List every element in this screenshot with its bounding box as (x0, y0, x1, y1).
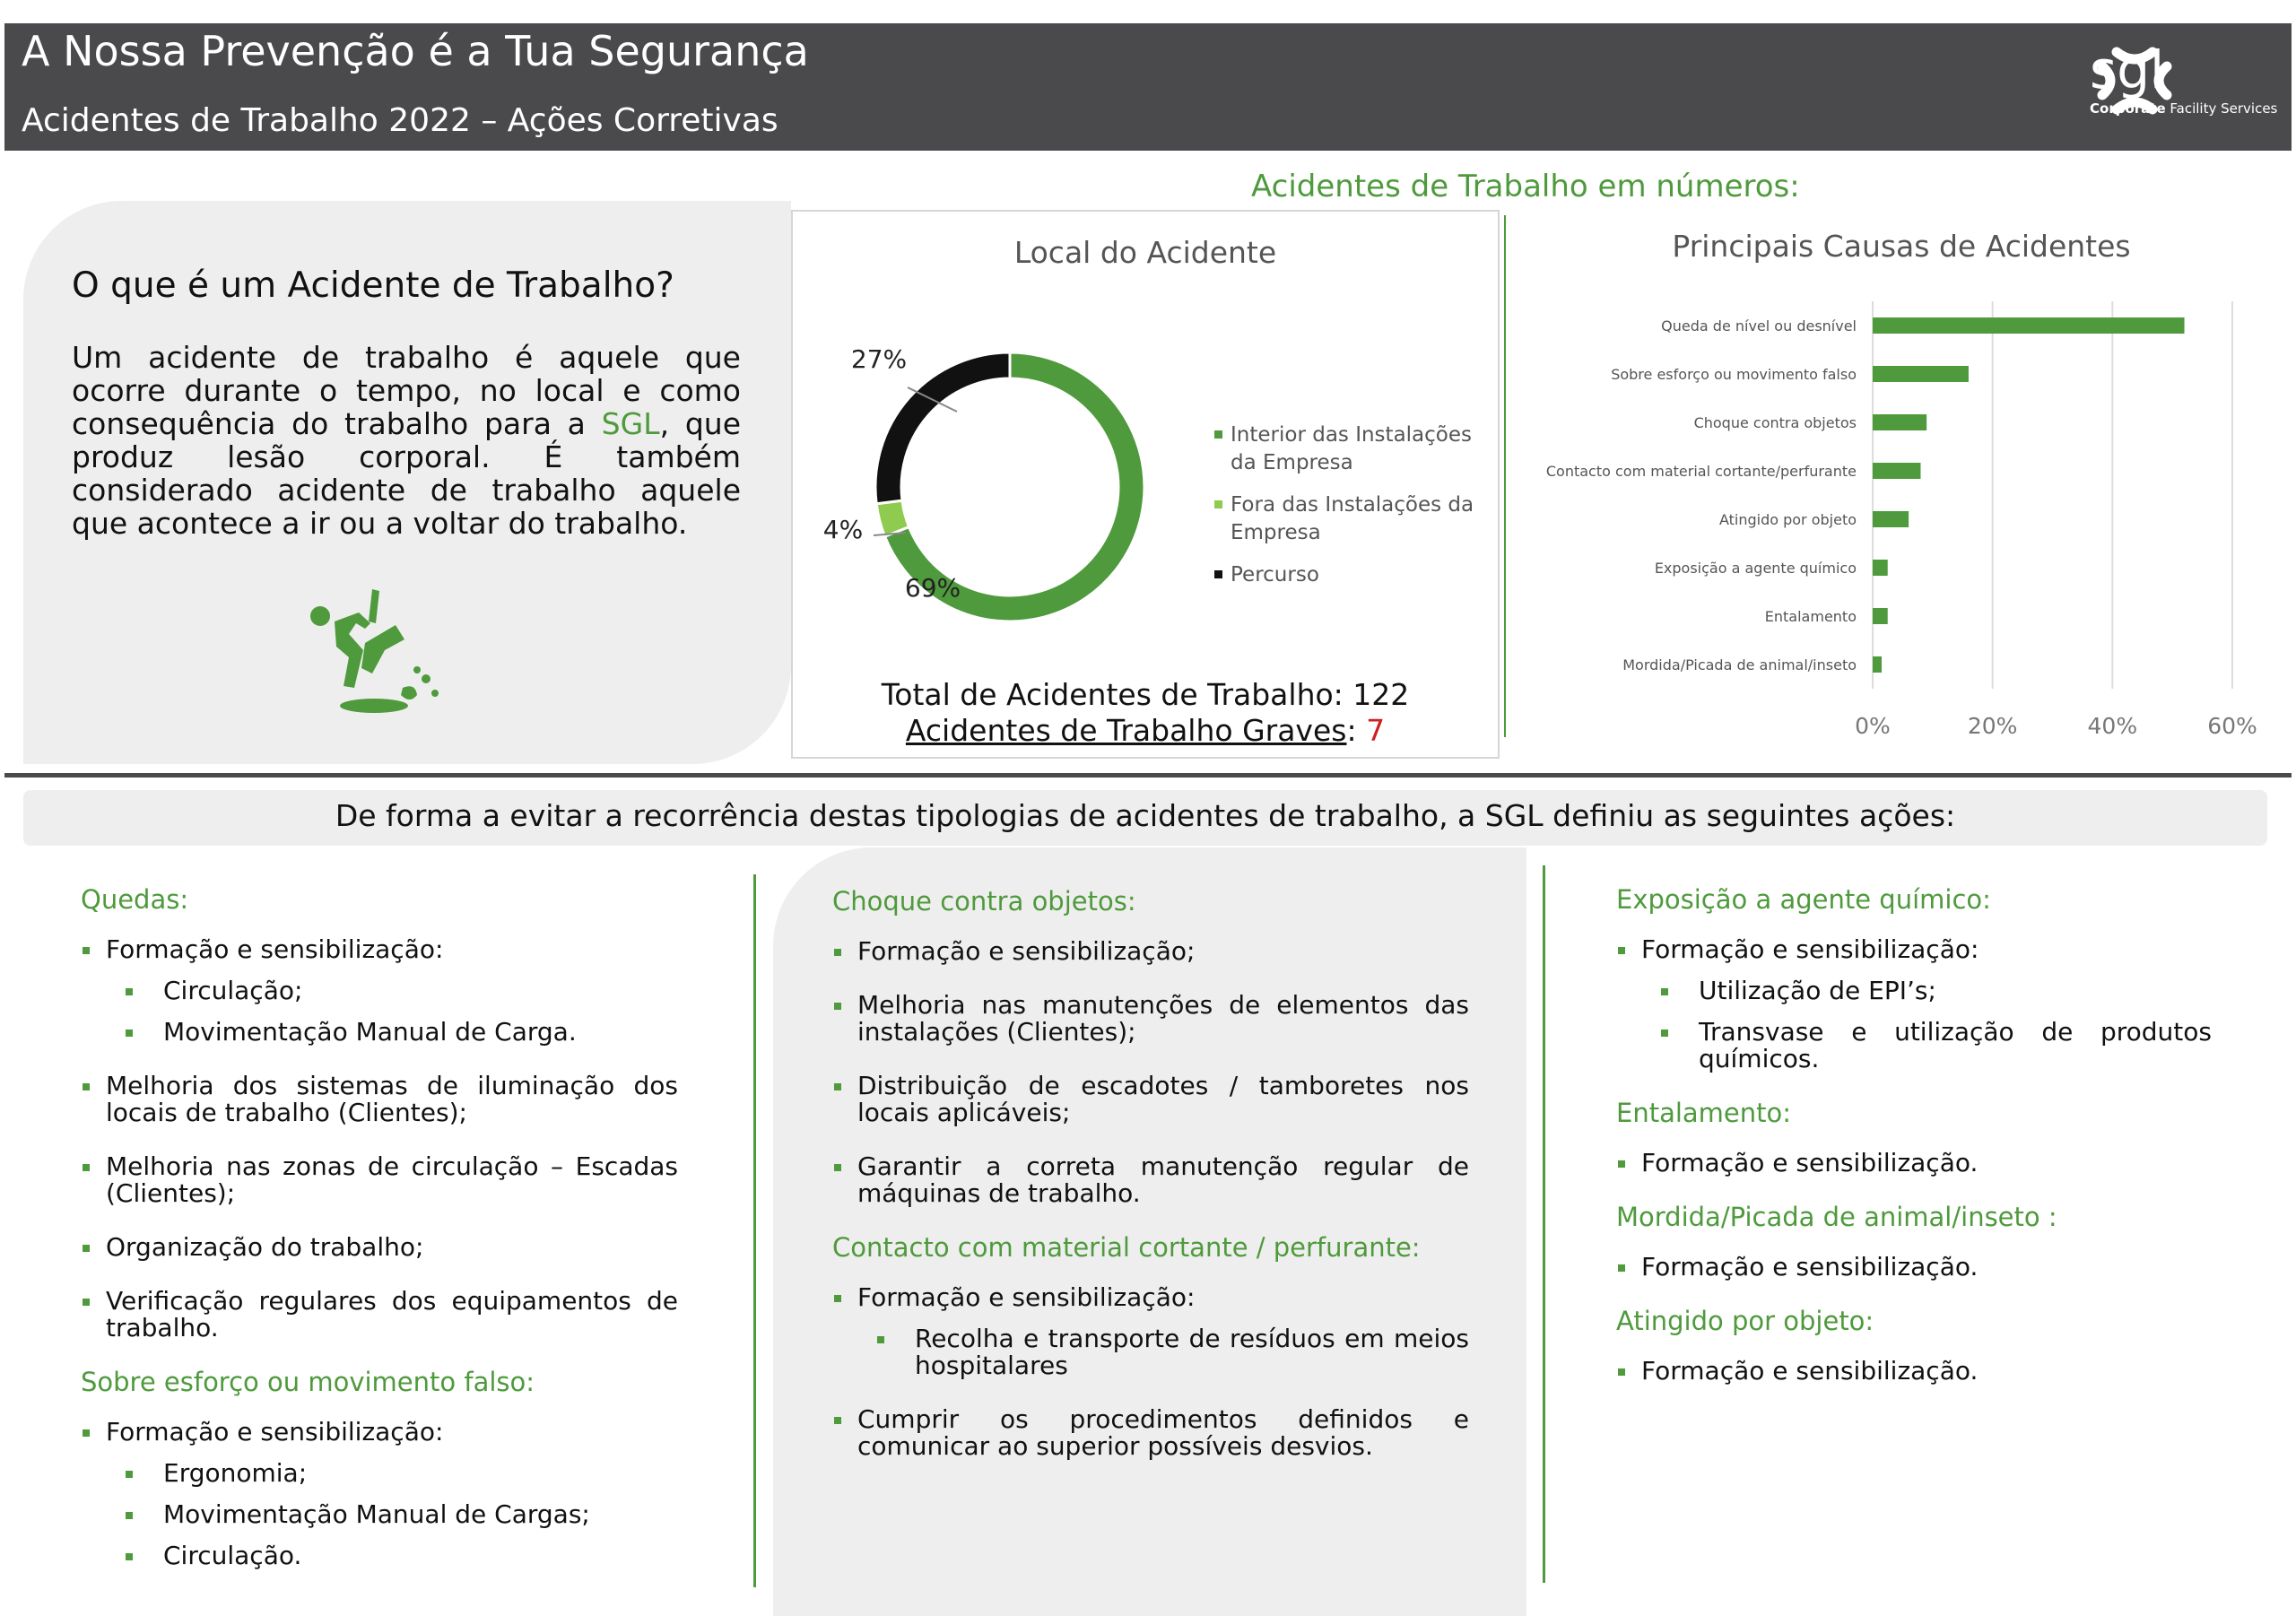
list-item: Verificação regulares dos equipamentos de trabalho. (81, 1288, 678, 1342)
legend-label: Percurso (1231, 563, 1319, 586)
y-category-label: Queda de nível ou desnível (1661, 317, 1857, 334)
bar (1873, 414, 1926, 430)
y-category-label: Mordida/Picada de animal/inseto (1622, 656, 1857, 673)
bar (1873, 608, 1888, 624)
y-category-label: Sobre esforço ou movimento falso (1611, 366, 1857, 383)
heading-mordida: Mordida/Picada de animal/inseto : (1616, 1202, 2057, 1232)
list-item: Formação e sensibilização: (832, 1284, 1469, 1311)
section-divider (4, 773, 2292, 778)
heading-entalamento: Entalamento: (1616, 1098, 1792, 1128)
page-subtitle: Acidentes de Trabalho 2022 – Ações Corretivas (22, 102, 778, 139)
bar (1873, 560, 1888, 576)
list-item: Garantir a correta manutenção regular de máquinas de trabalho. (832, 1153, 1469, 1207)
column-divider-right (1543, 865, 1545, 1583)
total-accidents: Total de Acidentes de Trabalho: 122 (881, 677, 1410, 712)
logo-wordmark: sgl (2090, 39, 2165, 100)
list-subitem: Movimentação Manual de Carga. (81, 1019, 678, 1046)
y-category-label: Exposição a agente químico (1654, 560, 1857, 577)
x-tick-label: 20% (1967, 713, 2018, 739)
actions-column-left (81, 886, 678, 1584)
y-category-label: Atingido por objeto (1718, 511, 1857, 528)
heading-contacto: Contacto com material cortante / perfurante: (832, 1232, 1421, 1263)
list-item: Formação e sensibilização. (1616, 1358, 2212, 1385)
bar-chart (1507, 269, 2278, 753)
list-subitem: Transvase e utilização de produtos químicos. (1616, 1019, 2212, 1073)
list-item: Formação e sensibilização: (81, 1419, 678, 1446)
list-item: Formação e sensibilização. (1616, 1150, 2212, 1177)
list-item: Melhoria nas zonas de circulação – Escadas (Clientes); (81, 1153, 678, 1207)
numbers-heading: Acidentes de Trabalho em números: (1251, 169, 1800, 204)
x-tick-label: 40% (2087, 713, 2138, 739)
actions-column-middle (832, 888, 1469, 1487)
list-subitem: Utilização de EPI’s; (1616, 977, 2212, 1004)
list-item: Formação e sensibilização; (832, 938, 1469, 965)
logo-tagline: Corporate Facility Services (2090, 100, 2278, 117)
bar (1873, 317, 2185, 334)
bar (1873, 511, 1909, 527)
heading-quimico: Exposição a agente químico: (1616, 884, 1991, 915)
x-tick-label: 60% (2207, 713, 2257, 739)
x-tick-label: 0% (1855, 713, 1891, 739)
bar (1873, 463, 1920, 479)
list-item: Cumprir os procedimentos definidos e comunicar ao superior possíveis desvios. (832, 1406, 1469, 1460)
list-subitem: Circulação; (81, 977, 678, 1004)
list-subitem: Ergonomia; (81, 1460, 678, 1487)
legend-swatch (1214, 500, 1222, 508)
donut-data-label: 69% (904, 573, 961, 603)
list-subitem: Movimentação Manual de Cargas; (81, 1501, 678, 1528)
list-subitem: Circulação. (81, 1542, 678, 1569)
list-item: Formação e sensibilização: (81, 936, 678, 963)
serious-accidents: Acidentes de Trabalho Graves: 7 (905, 713, 1386, 748)
donut-data-label: 4% (822, 515, 864, 544)
list-item: Distribuição de escadotes / tamboretes nos locais aplicáveis; (832, 1073, 1469, 1126)
legend-swatch (1214, 430, 1222, 439)
list-subitem: Recolha e transporte de resíduos em meios hospitalares (832, 1325, 1469, 1379)
y-category-label: Contacto com material cortante/perfurante (1545, 463, 1857, 480)
list-item: Formação e sensibilização. (1616, 1254, 2212, 1281)
heading-quedas: Quedas: (81, 884, 189, 915)
donut-chart-title: Local do Acidente (1013, 235, 1277, 270)
legend-label: Interior das Instalações da Empresa (1231, 423, 1472, 474)
list-item: Melhoria nas manutenções de elementos das instalações (Clientes); (832, 992, 1469, 1046)
actions-column-right (1616, 886, 2212, 1412)
bar (1873, 656, 1882, 673)
definition-title: O que é um Acidente de Trabalho? (72, 265, 674, 306)
donut-slice (875, 352, 1010, 504)
y-category-label: Choque contra objetos (1693, 414, 1857, 431)
bar (1873, 366, 1969, 382)
slip-fall-icon (309, 587, 453, 731)
page-title: A Nossa Prevenção é a Tua Segurança (22, 27, 809, 75)
donut-data-label: 27% (850, 344, 908, 374)
heading-choque: Choque contra objetos: (832, 886, 1136, 917)
heading-atingido: Atingido por objeto: (1616, 1306, 1874, 1336)
donut-chart (791, 210, 1500, 658)
y-category-label: Entalamento (1764, 608, 1857, 625)
list-item: Formação e sensibilização: (1616, 936, 2212, 963)
legend-label: Fora das Instalações da Empresa (1231, 493, 1474, 544)
list-item: Melhoria dos sistemas de iluminação dos locais de trabalho (Clientes); (81, 1073, 678, 1126)
column-divider-left (753, 874, 756, 1587)
bar-chart-title: Principais Causas de Acidentes (1672, 229, 2131, 264)
chart-divider (1504, 215, 1506, 737)
legend-swatch (1214, 570, 1222, 578)
heading-sobre-esforco: Sobre esforço ou movimento falso: (81, 1367, 535, 1397)
sgl-highlight: SGL (601, 406, 660, 441)
list-item: Organização do trabalho; (81, 1234, 678, 1261)
definition-text: Um acidente de trabalho é aquele que ocorre durante o tempo, no local e como consequência do trabalho para a SGL, que produz lesão corporal. É também considerado acidente de trabalho aquele que acontece a ir ou a voltar do trabalho. (72, 340, 741, 541)
actions-banner-text: De forma a evitar a recorrência destas tipologias de acidentes de trabalho, a SGL definiu as seguintes ações: (335, 798, 1956, 833)
